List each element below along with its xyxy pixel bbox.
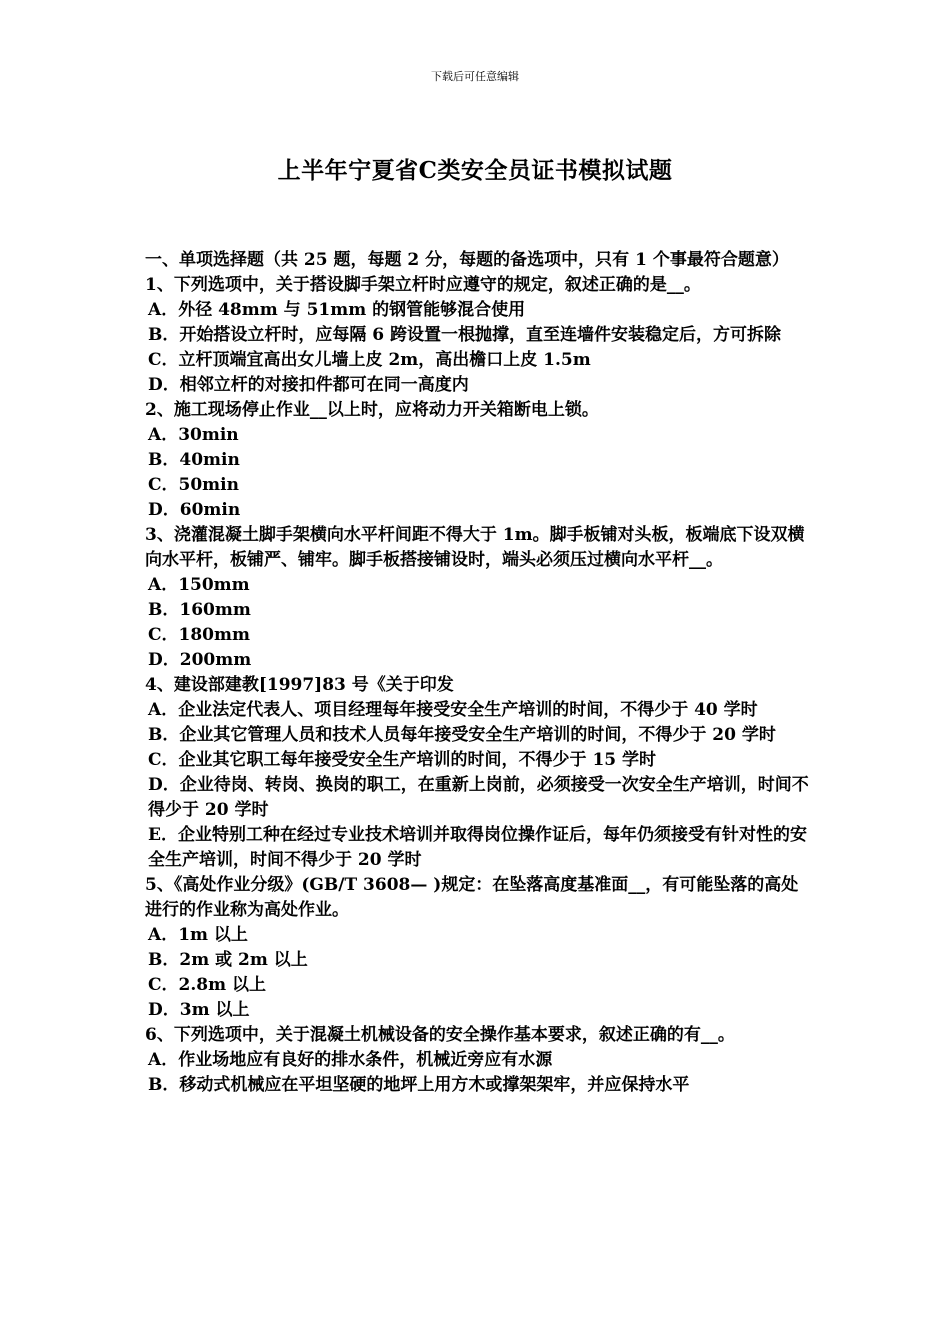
question-stem: 1、下列选项中，关于搭设脚手架立杆时应遵守的规定，叙述正确的是__。 — [145, 275, 701, 295]
section-heading: 一、单项选择题（共 25 题，每题 2 分，每题的备选项中，只有 1 个事最符合题意） — [145, 250, 789, 270]
option-e: E．企业特别工种在经过专业技术培训并取得岗位操作证后，每年仍须接受有针对性的安全生产培训，时间不得少于 20 学时 — [148, 825, 807, 870]
question-stem: 6、下列选项中，关于混凝土机械设备的安全操作基本要求，叙述正确的有__。 — [145, 1025, 735, 1045]
option-d: D．200mm — [148, 650, 252, 670]
question-5 — [145, 873, 810, 1023]
question-stem: 5、《高处作业分级》(GB/T 3608— )规定：在坠落高度基准面__，有可能坠落的高处进行的作业称为高处作业。 — [145, 875, 799, 920]
question-stem: 3、浇灌混凝土脚手架横向水平杆间距不得大于 1m。脚手板铺对头板，板端底下设双横向水平杆，板铺严、铺牢。脚手板搭接铺设时，端头必须压过横向水平杆__。 — [145, 525, 805, 570]
option-d: D．60min — [148, 500, 241, 520]
option-c: C．企业其它职工每年接受安全生产培训的时间，不得少于 15 学时 — [148, 750, 657, 770]
option-b: B．40min — [148, 450, 240, 470]
option-b: B．企业其它管理人员和技术人员每年接受安全生产培训的时间，不得少于 20 学时 — [148, 725, 776, 745]
document-body — [145, 248, 810, 1098]
option-d: D．企业待岗、转岗、换岗的职工，在重新上岗前，必须接受一次安全生产培训，时间不得少于 20 学时 — [148, 775, 809, 820]
question-2 — [145, 398, 810, 523]
header-note: 下载后可任意编辑 — [431, 70, 519, 83]
question-6 — [145, 1023, 810, 1098]
option-c: C．50min — [148, 475, 239, 495]
option-a: A．1m 以上 — [148, 925, 248, 945]
option-a: A．外径 48mm 与 51mm 的钢管能够混合使用 — [148, 300, 526, 320]
question-stem: 4、建设部建教[1997]83 号《关于印发 — [145, 675, 454, 695]
option-b: B．2m 或 2m 以上 — [148, 950, 308, 970]
question-stem: 2、施工现场停止作业__以上时，应将动力开关箱断电上锁。 — [145, 400, 599, 420]
option-c: C．2.8m 以上 — [148, 975, 267, 995]
question-4 — [145, 673, 810, 873]
option-a: A．作业场地应有良好的排水条件，机械近旁应有水源 — [148, 1050, 553, 1070]
option-a: A．150mm — [148, 575, 250, 595]
option-c: C．180mm — [148, 625, 250, 645]
option-b: B．开始搭设立杆时，应每隔 6 跨设置一根抛撑，直至连墙件安装稳定后，方可拆除 — [148, 325, 782, 345]
option-b: B．160mm — [148, 600, 251, 620]
option-a: A．企业法定代表人、项目经理每年接受安全生产培训的时间，不得少于 40 学时 — [148, 700, 758, 720]
option-d: D．3m 以上 — [148, 1000, 250, 1020]
question-1 — [145, 273, 810, 398]
option-a: A．30min — [148, 425, 239, 445]
option-b: B．移动式机械应在平坦坚硬的地坪上用方木或撑架架牢，并应保持水平 — [148, 1075, 690, 1095]
question-3 — [145, 523, 810, 673]
option-d: D．相邻立杆的对接扣件都可在同一高度内 — [148, 375, 469, 395]
document-title: 上半年宁夏省C类安全员证书模拟试题 — [277, 157, 673, 184]
option-c: C．立杆顶端宜高出女儿墙上皮 2m，高出檐口上皮 1.5m — [148, 350, 591, 370]
